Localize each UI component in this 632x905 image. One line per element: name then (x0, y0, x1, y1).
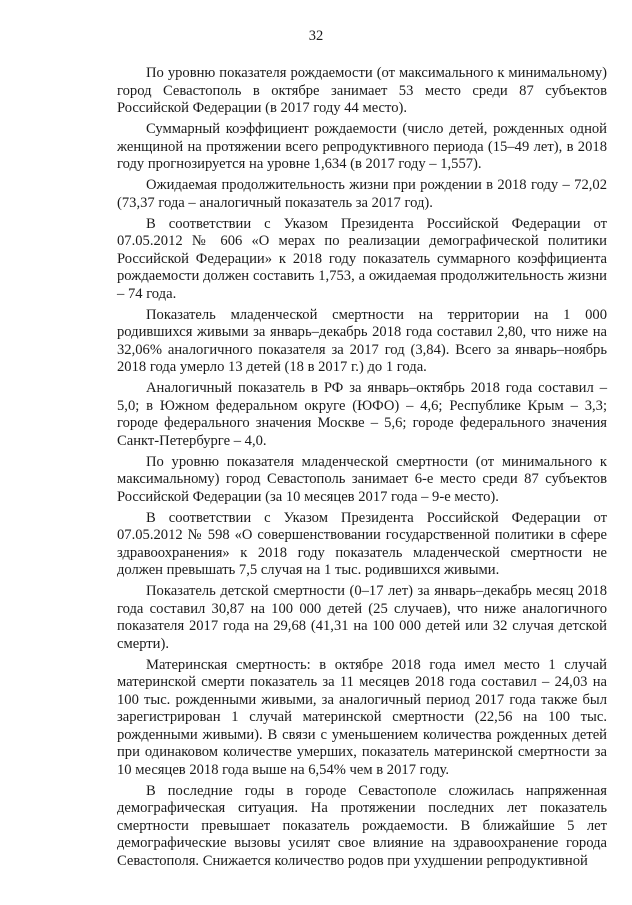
paragraph-fertility-coefficient: Суммарный коэффициент рождаемости (число детей, рожденных одной женщиной на протяжении всего репродуктивного периода (15–49 лет), в 2018 году прогнозируется на уровне 1,634 (в 2017 году – 1,557). (117, 121, 607, 172)
body-text (117, 65, 607, 874)
paragraph-life-expectancy: Ожидаемая продолжительность жизни при рождении в 2018 году – 72,02 (73,37 года – аналогичный показатель за 2017 год). (117, 177, 607, 211)
paragraph-birth-rate-ranking: По уровню показателя рождаемости (от максимального к минимальному) город Севастополь в октябре занимает 53 место среди 87 субъектов Российской Федерации (в 2017 году 44 место). (117, 65, 607, 116)
paragraph-infant-mortality-ranking: По уровню показателя младенческой смертности (от минимального к максимальному) город Севастополь занимает 6-е место среди 87 субъектов Российской Федерации (за 10 месяцев 2017 года – 9-е место). (117, 453, 607, 505)
paragraph-infant-mortality-comparison: Аналогичный показатель в РФ за январь–октябрь 2018 года составил – 5,0; в Южном федеральном округе (ЮФО) – 4,6; Республике Крым – 3,3; городе федерального значения Москве – 5,6; городе федерального значения Санкт-Петербурге – 4,0. (117, 380, 607, 449)
paragraph-child-mortality: Показатель детской смертности (0–17 лет) за январь–декабрь месяц 2018 года составил 30,87 на 100 000 детей (25 случаев), что ниже аналогичного показателя 2017 года на 29,68 (41,31 на 100 000 детей или 32 случая детской смерти). (117, 583, 607, 652)
paragraph-demographic-situation: В последние годы в городе Севастополе сложилась напряженная демографическая ситуация. На протяжении последних лет показатель смертности превышает показатель рождаемости. В ближайшие 5 лет демографические вызовы усилят свое влияние на здравоохранение города Севастополя. Снижается количество родов при ухудшении репродуктивной (117, 782, 607, 869)
paragraph-decree-606: В соответствии с Указом Президента Российской Федерации от 07.05.2012 № 606 «О мерах по реализации демографической политики Российской Федерации» к 2018 году показатель суммарного коэффициента рождаемости должен составить 1,753, а ожидаемая продолжительность жизни – 74 года. (117, 215, 607, 302)
paragraph-infant-mortality: Показатель младенческой смертности на территории на 1 000 родившихся живыми за январь–декабрь 2018 года составил 2,80, что ниже на 32,06% аналогичного показателя за 2017 год (3,84). Всего за январь–ноябрь 2018 года умерло 13 детей (18 в 2017 г.) до 1 года. (117, 306, 607, 375)
paragraph-maternal-mortality: Материнская смертность: в октябре 2018 года имел место 1 случай материнской смерти показатель за 11 месяцев 2018 года составил – 24,03 на 100 тыс. рожденными живыми, за аналогичный период 2017 года также был зарегистрирован 1 случай материнской смертности (22,56 на 100 тыс. рожденными живыми). В связи с уменьшением количества рожденных детей при одинаковом количестве умерших, показатель материнской смертности за 10 месяцев 2018 года выше на 6,54% чем в 2017 году. (117, 656, 607, 778)
paragraph-decree-598: В соответствии с Указом Президента Российской Федерации от 07.05.2012 № 598 «О совершенствовании государственной политики в сфере здравоохранения» к 2018 году показатель младенческой смертности не должен превышать 7,5 случая на 1 тыс. родившихся живыми. (117, 509, 607, 578)
page-number: 32 (308, 28, 324, 44)
